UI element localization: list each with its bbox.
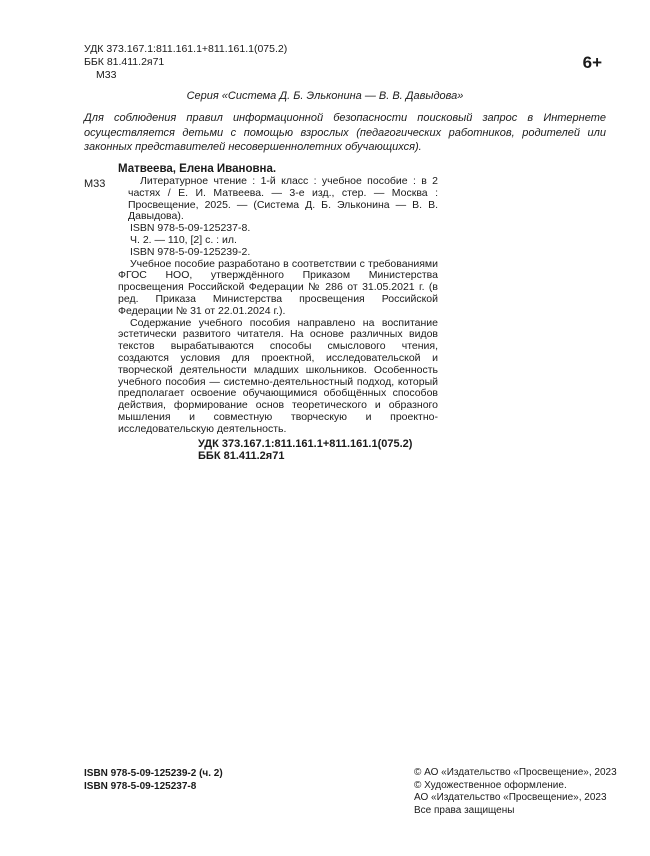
- catalog-card-code: М33: [84, 178, 106, 190]
- card-bbk: ББК 81.411.2я71: [198, 450, 285, 463]
- catalog-card: [118, 163, 438, 463]
- author-mark: М33: [96, 69, 117, 81]
- classification-codes: [84, 43, 287, 82]
- footer-isbn-part: ISBN 978-5-09-125239-2 (ч. 2): [84, 768, 223, 779]
- annotation-standard: Учебное пособие разработано в соответствии с требованиями ФГОС НОО, утверждённого Приказом Министерства просвещения Российской Федерации № 286 от 31.05.2021 г. (в ред. Приказа Министерства просвещения Российской Федерации № 31 от 22.01.2024 г.).: [118, 257, 438, 317]
- card-codes: [118, 438, 438, 463]
- annotation-content: Содержание учебного пособия направлено на воспитание эстетически развитого читателя. На основе различных видов текстов вырабатываются способы смыслового чтения, создаются условия для проектной, исследовательской и творческой деятельности младших школьников. Особенность учебного пособия — системно-деятельностный подход, который предполагает освоение обучающимися обобщённых способов действия, формирование основ теоретического и образного мышления и совместную творческую и проектно-исследовательскую деятельность.: [118, 316, 438, 435]
- isbn-part-line: ISBN 978-5-09-125239-2.: [130, 245, 251, 258]
- footer-isbn-set: ISBN 978-5-09-125237-8: [84, 781, 197, 792]
- copyright-line-2: © Художественное оформление.: [414, 779, 567, 791]
- safety-notice: Для соблюдения правил информационной безопасности поисковый запрос в Интернете осуществляется детьми с помощью взрослых (педагогических работников, родителей или законных представителей несовершеннолетних обучающихся).: [84, 112, 606, 153]
- author-name: Матвеева, Елена Ивановна.: [118, 163, 277, 175]
- copyright-line-3: АО «Издательство «Просвещение», 2023: [414, 792, 607, 803]
- udk-code: УДК 373.167.1:811.161.1+811.161.1(075.2): [84, 43, 288, 55]
- footer-isbn: [84, 767, 223, 793]
- series-title: Серия «Система Д. Б. Эльконина — В. В. Давыдова»: [186, 90, 464, 102]
- copyright-block: [414, 767, 617, 817]
- bbk-code: ББК 81.411.2я71: [84, 56, 165, 68]
- age-rating: 6+: [582, 53, 602, 72]
- part-line: Ч. 2. — 110, [2] с. : ил.: [130, 233, 237, 246]
- card-udk: УДК 373.167.1:811.161.1+811.161.1(075.2): [198, 437, 413, 450]
- isbn-set-line: ISBN 978-5-09-125237-8.: [130, 222, 251, 235]
- rights-reserved: Все права защищены: [414, 804, 515, 816]
- copyright-line-1: © АО «Издательство «Просвещение», 2023: [414, 767, 617, 778]
- bibliographic-description: Литературное чтение : 1-й класс : учебное пособие : в 2 частях / Е. И. Матвеева. — 3-е изд., стер. — Москва : Просвещение, 2025. — (Система Д. Б. Эльконина — В. В. Давыдова).: [128, 175, 438, 223]
